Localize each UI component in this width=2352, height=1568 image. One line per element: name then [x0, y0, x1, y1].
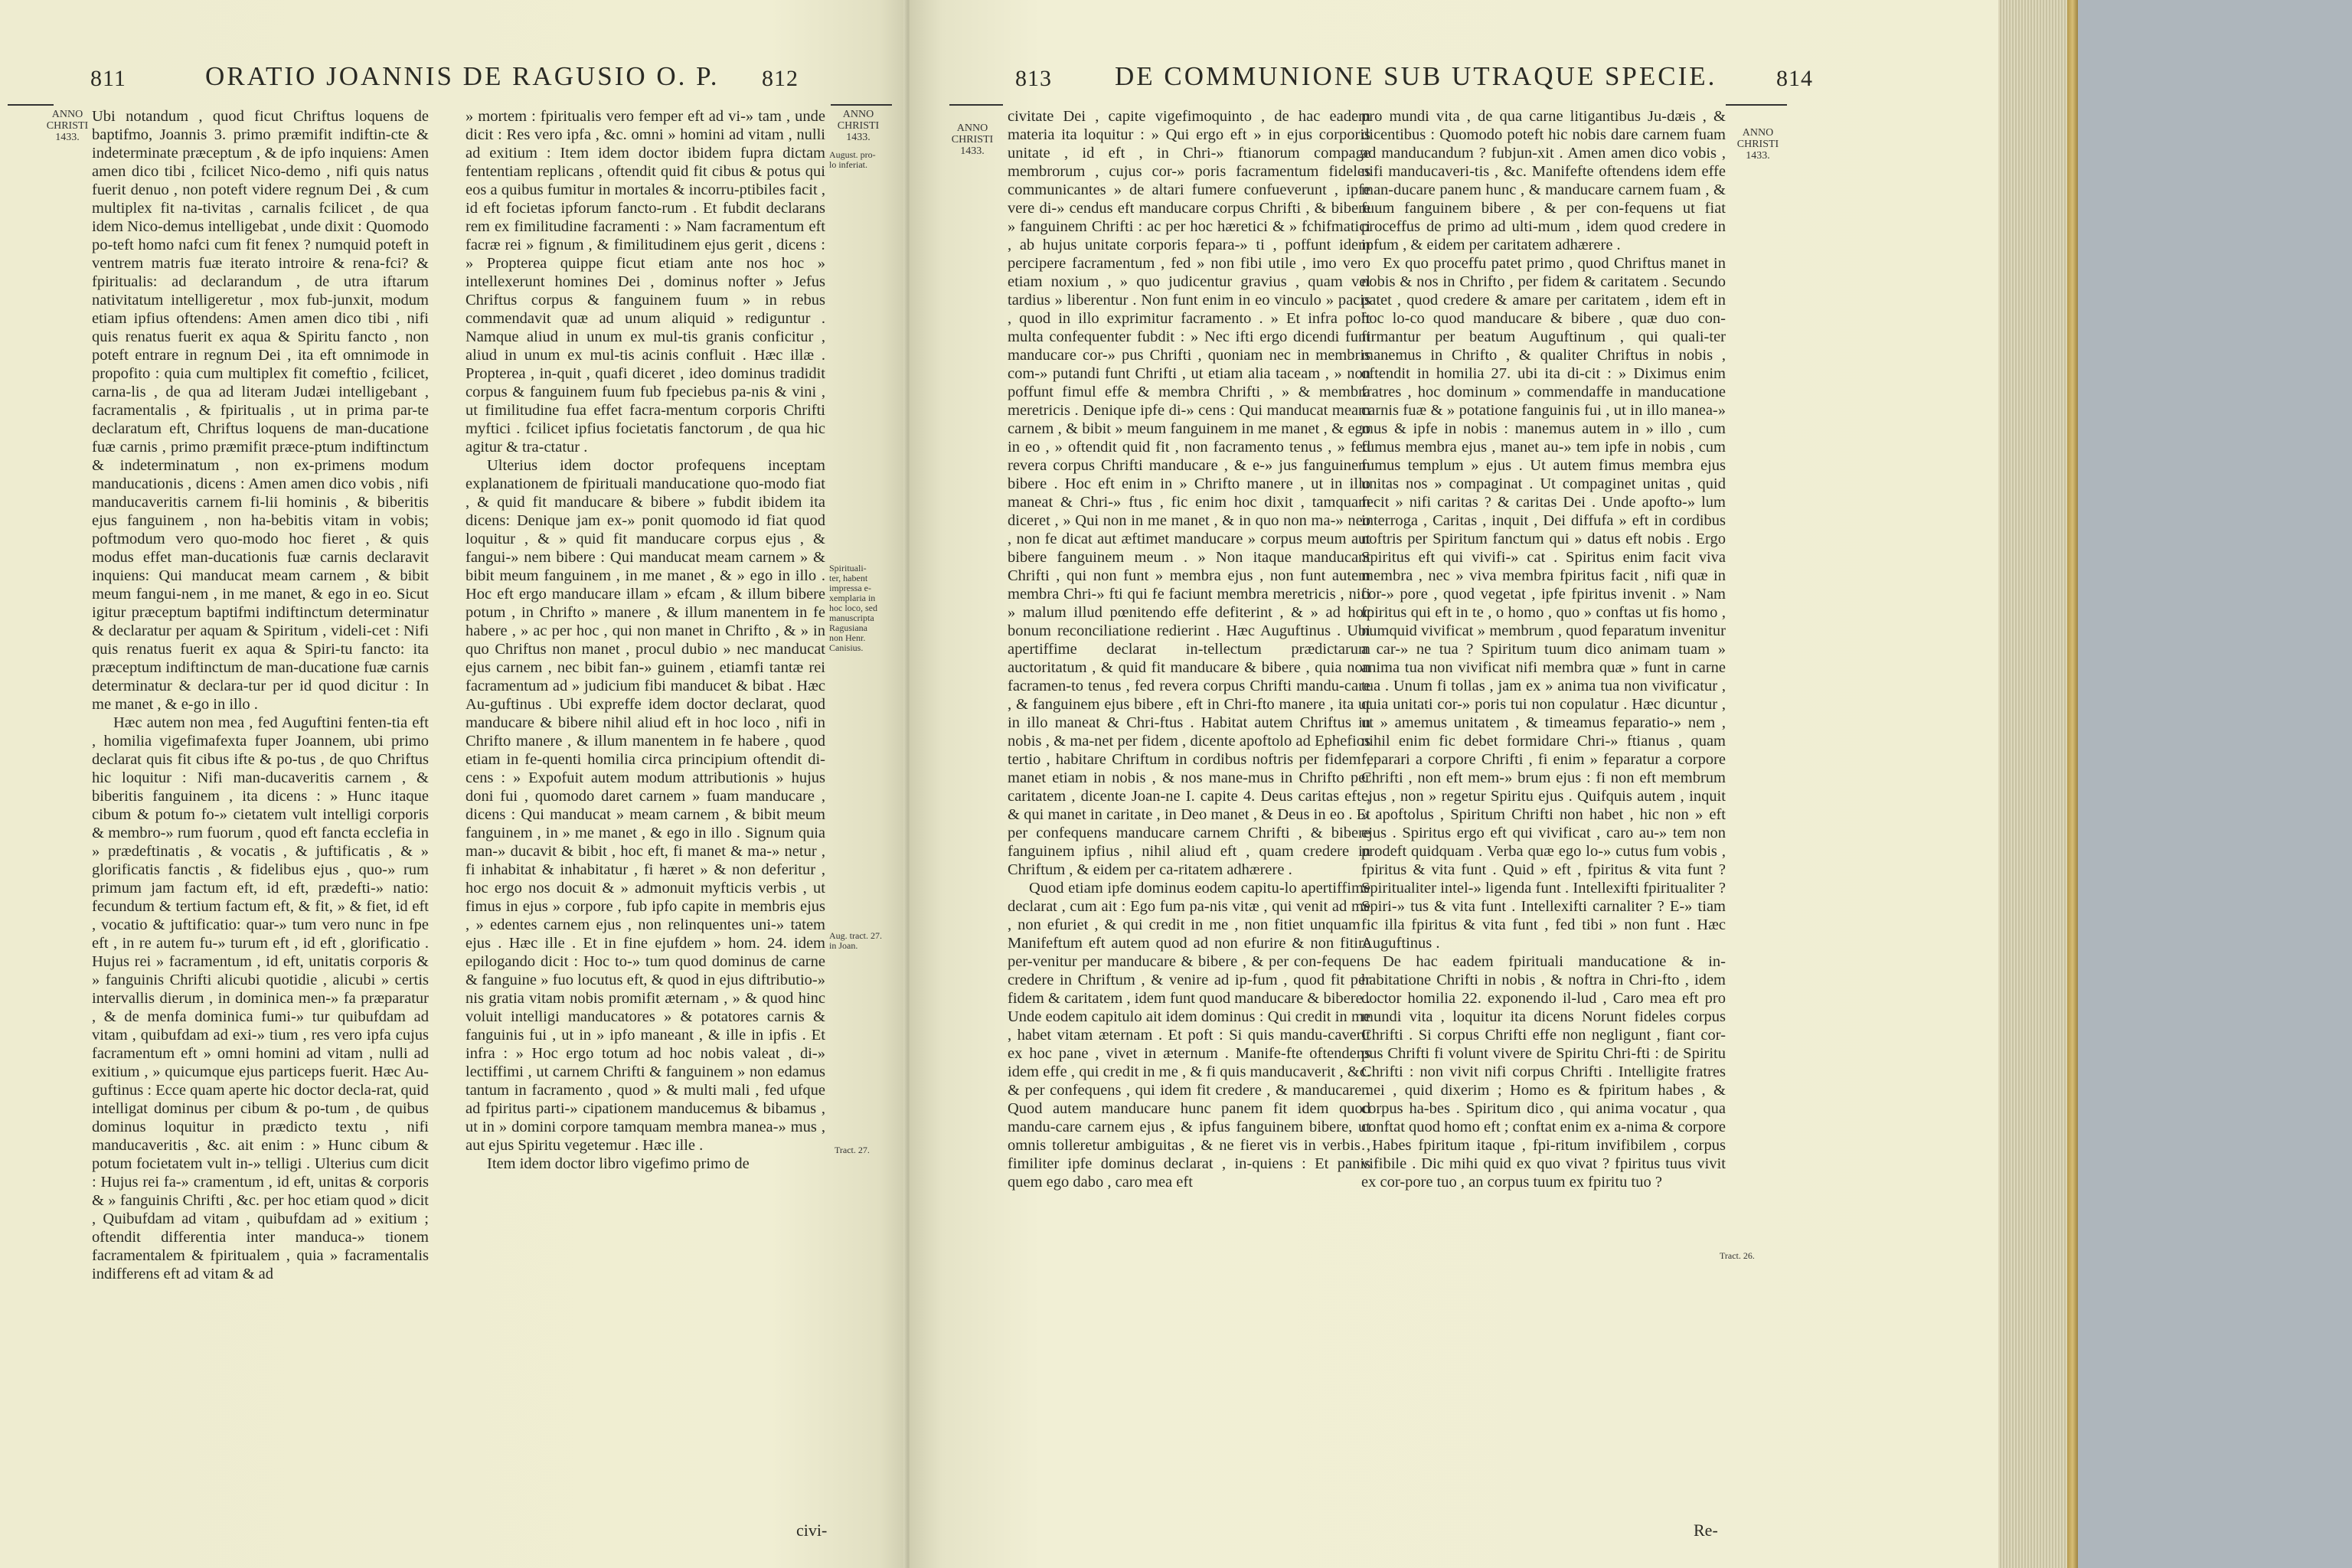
- right-running-head: [910, 61, 1998, 107]
- anno-christi-note-right: ANNO CHRISTI 1433.: [1736, 127, 1779, 162]
- page-number-813: 813: [1015, 66, 1052, 91]
- left-page: [0, 0, 906, 1568]
- side-note-tract26: Tract. 26.: [1720, 1250, 1755, 1261]
- paragraph: Hæc autem non mea , fed Auguftini fenten-tia eft , homilia vigefimafexta fuper Joannem, ubi primo declarat quis fit cibus ifte & po-tus , de quo Chriftus hic loquitur : Nifi man-ducaveritis carnem , & biberitis fanguinem , ita dicens : » Hunc itaque cibum & potum fo-» cietatem vult intelligi corporis & membro-» rum fuorum , quod eft fancta ecclefia in » prædeftinatis , & vocatis , & juftificatis , & » glorificatis fanctis , & fidelibus ejus , quo-» rum primum jam factum eft, id eft, prædefti-» natio: fecundum & tertium factum eft, & fit, » & fiet, id eft , vocatio & juftificatio: quar-» tum vero nunc in fpe eft , in re autem fu-» turum eft , id eft , glorificatio . Hujus rei » facramentum , id eft, unitatis corporis & » fanguinis Chrifti alicubi quotidie , alicubi » certis intervallis dierum , in dominica men-» fa præparatur , & de menfa dominica fumi-» tur quibufdam ad vitam , quibufdam ad exi-» tium , res vero ipfa cujus facramentum eft » omni homini ad vitam , nulli ad exitium , » quicumque ejus particeps fuerit. Hæc Au-guftinus : Ecce quam aperte hic doctor decla-rat, quid intelligat dominus per cibum & po-tum , de quibus dominus loquitur in prædicto textu , nifi manducaveritis , &c. ait enim : » Hunc cibum & potum focietatem vult in-» telligi . Ulterius cum dicit : Hujus rei fa-» cramentum , id eft, unitas & corporis & » fanguinis Chrifti , &c. per hoc etiam quod » dicit , Quibufdam ad vitam , quibufdam ad » exitium ; oftendit differentia inter manduca-» tionem facramentalem & fpiritualem , quia » facramentalis indifferens eft ad vitam & ad: [92, 714, 429, 1282]
- side-note-augustinus: August. pro- lo inferiat.: [829, 149, 876, 170]
- catchword: Re-: [1694, 1521, 1718, 1540]
- left-page-column-2: [466, 107, 825, 1516]
- catchword: civi-: [796, 1521, 828, 1540]
- right-page-column-2: [1361, 107, 1726, 1516]
- paragraph: Quod etiam ipfe dominus eodem capitu-lo apertiffime declarat , cum ait : Ego fum pa-nis vitæ , qui venit ad me , non efuriet , & qui credit in me , non fitiet unquam . Manifeftum eft autem quod ad non efurire & non fitire per-venitur per manducare & bibere , & per con-fequens credere in Chriftum , & venire ad ip-fum , quod fit per fidem & caritatem , idem funt quod manducare & bibere . Unde eodem capitulo ait idem dominus : Qui credit in me , habet vitam æternam . Et poft : Si quis mandu-caverit ex hoc pane , vivet in æternum . Manife-fte oftendens idem effe , qui credit in me , & fi quis manducaverit , &c. & per confequens , qui idem fit credere , & manducare . Quod autem manducare hunc panem fit idem quod mandu-care carnem ejus , & ipfus fanguinem bibere, ut omnis tolleretur ambiguitas , & ne fieret vis in verbis , fimiliter ipfe dominus declarat , in-quiens : Et panis quem ego dabo , caro mea eft: [1008, 880, 1370, 1191]
- left-page-title: ORATIO JOANNIS DE RAGUSIO O. P.: [205, 61, 720, 91]
- left-page-column-1: [92, 107, 429, 1516]
- right-page: [910, 0, 1998, 1568]
- paragraph: » mortem : fpiritualis vero femper eft ad vi-» tam , unde dicit : Res vero ipfa , &c. omni » homini ad vitam , nulli ad exitium : Item idem doctor ibidem fupra dictam fententiam replicans , oftendit quid fit cibus & potus qui eos a quibus fumitur in mortales & incorru-ptibiles facit , id eft focietas ipforum fancto-rum . Et fubdit declarans rem ex fimilitudine facramenti : » Nam facramentum eft facræ rei » fignum , & fimilitudinem ejus gerit , dicens : » Propterea quippe ficut etiam ante nos hoc » intellexerunt homines Dei , dominus nofter » Jefus Chriftus corpus & fanguinem fuum » in rebus commendavit quæ ad unum aliquid » rediguntur . Namque aliud in unum ex mul-tis granis conficitur , aliud in unum ex mul-tis acinis confluit . Hæc illæ . Propterea , in-quit , quafi diceret , ideo dominus tradidit corpus & fanguinem fuum fub fpeciebus pa-nis & vini , ut fimilitudine fua effet facra-mentum corporis Chrifti myftici . fcilicet ipfius focietatis fanctorum , de qua hic agitur & tra-ctatur .: [466, 108, 825, 456]
- right-header-rule-a: [949, 104, 1003, 106]
- side-note-tract27: Tract. 27.: [835, 1145, 870, 1155]
- left-header-rule-a: [8, 104, 54, 106]
- paragraph: Item idem doctor libro vigefimo primo de: [487, 1155, 750, 1172]
- right-page-title: DE COMMUNIONE SUB UTRAQUE SPECIE.: [1115, 61, 1717, 91]
- right-page-column-1: [1008, 107, 1370, 1516]
- page-number-812: 812: [762, 66, 799, 91]
- side-note-spiritualiter: Spirituali- ter, habent impressa e- xemplaria in hoc loco, sed manuscripta Ragusiana non Henr. Canisius.: [829, 563, 877, 653]
- page-number-814: 814: [1776, 66, 1813, 91]
- right-header-rule-b: [1726, 104, 1787, 106]
- gold-binding-edge: [2067, 0, 2078, 1568]
- side-note-aug-tract: Aug. tract. 27. in Joan.: [829, 930, 882, 951]
- anno-christi-note-right: ANNO CHRISTI 1433.: [837, 109, 880, 143]
- paragraph: civitate Dei , capite vigefimoquinto , de hac eadem materia ita loquitur : » Qui ergo eft » in ejus corporis unitate , id eft , in Chri-» ftianorum compage membrorum , cujus cor-» poris facramentum fideles communicantes » de altari fumere confueverunt , ipfe vere di-» cendus eft manducare corpus Chrifti , & bibere » fanguinem Chrifti : ac per hoc hæretici & » fchifmatici , ab hujus unitate corporis fepara-» ti , poffunt idem percipere facramentum , fed » non fibi utile , imo vero etiam noxium , » quo judicentur gravius , quam vel tardius » liberentur . Non funt enim in eo vinculo » pacis , quod in illo exprimitur facramento . » Et infra poft multa confequenter fubdit : » Nec ifti ergo dicendi funt manducare cor-» pus Chrifti , quoniam nec in membris com-» putandi funt Chrifti , ut etiam alia taceam , » non poffunt fimul effe & membra Chrifti , » & membra meretricis . Denique ipfe di-» cens : Qui manducat meam carnem , & bibit » meum fanguinem in me manet , & ego in eo , » oftendit quid fit , non facramento tenus , » fed revera corpus Chrifti manducare , & e-» jus fanguinem bibere . Hoc eft enim in » Chrifto manere , ut in illo maneat & Chri-» ftus , fic enim hoc dixit , tamquam diceret , » Qui non in me manet , & in quo non ma-» neo , non fe dicat aut æftimet manducare » corpus meum aut bibere fanguinem meum . » Non itaque manducant Chrifti , qui non funt » membra ejus , non funt autem membra Chri-» fti qui fe faciunt membra meretricis , nifi » malum illud pœnitendo effe defiterint , & » ad hoc bonum reconciliatione redierint . Hæc Auguftinus . Ubi apertiffime declarat in-tellectum prædictarum auctoritatum , & quid fit manducare & bibere , quia non facramen-to tenus , fed revera corpus Chrifti mandu-care , & fanguinem ejus bibere , eft in Chri-fto manere , ita ut in illo maneat & Chri-ftus . Habitat autem Chriftus in nobis , & ma-net per fidem , dicente apoftolo ad Ephefios tertio , habitare Chriftum in cordibus noftris per fidem , manet etiam in nobis , & nos mane-mus in Chrifto per caritatem , dicente Joan-ne I. capite 4. Deus caritas eft , & qui manet in caritate , in Deo manet , & Deus in eo . Et per confequens manducare carnem Chrifti , & bibere fanguinem ipfius , nihil aliud eft , quam credere in Chriftum , & eidem per ca-ritatem adhærere .: [1008, 108, 1370, 878]
- page-edges: [1998, 0, 2075, 1568]
- left-header-rule-b: [831, 104, 892, 106]
- anno-christi-note-left: ANNO CHRISTI 1433.: [46, 109, 89, 143]
- paragraph: De hac eadem fpirituali manducatione & in-habitatione Chrifti in nobis , & noftra in Chri-fto , idem doctor homilia 22. exponendo il-lud , Caro mea eft pro mundi vita , loquitur ita dicens Norunt fideles corpus Chrifti . Si corpus Chrifti effe non negligunt , fiant cor-pus Chrifti fi volunt vivere de Spiritu Chri-fti : de Spiritu Chrifti : non vivit nifi corpus Chrifti . Intelligite fratres mei , quid dixerim ; Homo es & fpiritum habes , & corpus ha-bes . Spiritum dico , qui anima vocatur , qua conftat quod homo eft ; conftat enim ex a-nima & corpore . Habes fpiritum itaque , fpi-ritum invifibilem , corpus vifibile . Dic mihi quid ex quo vivat ? fpiritus tuus vivit ex cor-pore tuo , an corpus tuum ex fpiritu tuo ?: [1361, 953, 1726, 1191]
- paragraph: Ulterius idem doctor profequens inceptam explanationem de fpirituali manducatione quo-modo fiat , & quid fit manducare & bibere » fubdit ibidem ita dicens: Denique jam ex-» ponit quomodo id fiat quod loquitur , & » quid fit manducare corpus ejus , & fangui-» nem bibere : Qui manducat meam carnem » & bibit meum fanguinem , in me manet , & » ego in illo . Hoc eft ergo manducare illam » efcam , & illum bibere potum , in Chrifto » manere , & illum manentem in fe habere , » ac per hoc , qui non manet in Chrifto , & » in quo Chriftus non manet , procul dubio » nec manducat ejus carnem , nec bibit fan-» guinem , etiamfi tantæ rei facramentum ad » judicium fibi manducet & bibat . Hæc Au-guftinus . Ubi expreffe idem doctor declarat, quod manducare & bibere nihil aliud eft in hoc loco , nifi in Chrifto manere , & illum manentem in fe habere , quod etiam in fe-quenti homilia circa principium oftendit di-cens : » Expofuit autem modum attributionis » hujus doni fui , quomodo daret carnem » fuam manducare , dicens : Qui manducat » meam carnem , & bibit meum fanguinem , in » me manet , & ego in illo . Signum quia man-» ducavit & bibit , hoc eft, fi manet & ma-» netur , fi inhabitat & inhabitatur , fi hæret » & non deferitur , hoc ergo nos docuit & » admonuit myfticis verbis , ut fimus in ejus » corpore , fub ipfo capite in membris ejus , » edentes carnem ejus , non relinquentes uni-» tatem ejus . Hæc ille . Et in fine ejufdem » hom. 24. idem epilogando dicit : Hoc to-» tum quod dominus de carne & fanguine » fuo locutus eft, & quod in ejus diftributio-» nis gratia vitam nobis promifit æternam , » & quod hinc voluit intelligi manducatores » & potatores carnis & fanguinis fui , ut in » ipfo maneant , & ille in ipfis . Et infra : » Hoc ergo totum ad hoc nobis valeat , di-» lectiffimi , ut carnem Chrifti & fanguinem » non edamus tantum in facramento , quod » & multi mali , fed ufque ad fpiritus parti-» cipationem manducemus & bibamus , ut in » domini corpore tamquam membra manea-» mus , aut ejus Spiritu vegetemur . Hæc ille .: [466, 457, 825, 1154]
- paragraph: Ex quo proceffu patet primo , quod Chriftus manet in nobis & nos in Chrifto , per fidem & caritatem . Secundo patet , quod credere & amare per caritatem , idem eft in hoc lo-co quod manducare & bibere , quæ duo con-firmantur per beatum Auguftinum , qui quali-ter manemus in Chrifto , & qualiter Chriftus in nobis , oftendit in homilia 27. ubi ita di-cit : » Diximus enim fratres , hoc dominum » commendaffe in manducatione carnis fuæ & » potatione fanguinis fui , ut in illo manea-» mus & ipfe in nobis : manemus autem in » illo , cum fumus membra ejus , manet au-» tem ipfe in nobis , cum fumus templum » ejus . Ut autem fimus membra ejus unitas nos » compaginat . Ut compaginet unitas , quid fecit » nifi caritas ? & caritas Dei . Unde apofto-» lum interroga , Caritas , inquit , Dei diffufa » eft in cordibus noftris per Spiritum fanctum qui » datus eft nobis . Ergo Spiritus eft qui vivifi-» cat . Spiritus enim facit viva membra , nec » viva membra fpiritus facit , nifi quæ in cor-» pore , quod vegetat , ipfe fpiritus invenit . » Nam fpiritus qui eft in te , o homo , quo » conftas ut fis homo , numquid vivificat » membrum , quod feparatum invenitur a car-» ne tua ? Spiritum tuum dico animam tuam » anima tua non vivificat nifi membra quæ » funt in carne tua . Unum fi tollas , jam ex » anima tua non vivificatur , quia unitati cor-» poris tui non copulatur . Hæc dicuntur , ut » amemus unitatem , & timeamus feparatio-» nem , nihil enim fic debet formidare Chri-» ftianus , quam feparari a corpore Chrifti , fi enim » feparatur a corpore Chrifti , non eft mem-» brum ejus : fi non eft membrum ejus , non » regetur Spiritu ejus . Quifquis autem , inquit » apoftolus , Spiritum Chrifti non habet , hic non » eft ejus . Spiritus ergo eft qui vivificat , caro au-» tem non prodeft quidquam . Verba quæ ego lo-» cutus fum vobis , fpiritus & vita funt . Quid » eft , fpiritus & vita funt ? Spiritualiter intel-» ligenda funt . Intellexifti fpiritualiter ? Spiri-» tus & vita funt . Intellexifti carnaliter ? E-» tiam fic illa fpiritus & vita funt , fed tibi » non funt . Hæc Auguftinus .: [1361, 255, 1726, 952]
- paragraph: Ubi notandum , quod ficut Chriftus loquens de baptifmo, Joannis 3. primo præmifit indiftin-cte & indeterminate præceptum , & de ipfo inquiens: Amen amen dico tibi , fcilicet Nico-demo , nifi quis natus fuerit denuo , non poteft videre regnum Dei , & cum multiplex fit na-tivitas , carnalis fcilicet , de qua idem Nico-demus intelligebat , unde dixit : Quomodo po-teft homo nafci cum fit fenex ? numquid poteft in ventrem matris fuæ iterato introire & rena-fci? & fpiritualis: ad declarandum , de utra iftarum nativitatum intelligeretur , mox fub-junxit, modum etiam ipfius oftendens: Amen amen dico tibi , nifi quis renatus fuerit ex aqua & Spiritu fancto , non poteft entrare in regnum Dei , ita eft omnimode in propofito : quia cum multiplex fit comeftio , fcilicet, carna-lis , de qua ad literam Judæi intelligebant , facramentalis , & fpiritualis , ut in prima par-te declaratum eft, Chriftus loquens de man-ducatione fuæ carnis , primo præmifit præce-ptum indiftinctum & indeterminatum , non ex-primens modum manducationis , dicens : Amen amen dico vobis , nifi manducaveritis carnem fi-lii hominis , & biberitis ejus fanguinem , non ha-bebitis vitam in vobis; poftmodum vero quo-modo hoc fieret , & quis modus effet man-ducationis fuæ carnis declaravit inquiens: Qui manducat meam carnem , & bibit meum fangui-nem , in me manet, & ego in eo. Sicut igitur præceptum baptifmi indiftinctum determinatur & declaratur per aquam & Spiritum , videli-cet : Nifi quis renatus fuerit ex aqua & Spiri-tu fancto: ita præceptum indiftinctum de man-ducatione fuæ carnis determinatur & declara-tur per id quod dicitur : In me manet , & e-go in illo .: [92, 108, 429, 713]
- left-running-head: [0, 61, 906, 107]
- page-number-811: 811: [90, 66, 126, 91]
- paragraph: pro mundi vita , de qua carne litigantibus Ju-dæis , & dicentibus : Quomodo poteft hic nobis dare carnem fuam ad manducandum ? fubjun-xit . Amen amen dico vobis , nifi manducaveri-tis , &c. Manifefte oftendens idem effe man-ducare panem hunc , & manducare carnem fuam , & fuum fanguinem bibere , & per con-fequens ut fiat proceffus de primo ad ulti-mum , idem quod credere in ipfum , & eidem per caritatem adhærere .: [1361, 108, 1726, 253]
- anno-christi-note-left: ANNO CHRISTI 1433.: [951, 122, 994, 157]
